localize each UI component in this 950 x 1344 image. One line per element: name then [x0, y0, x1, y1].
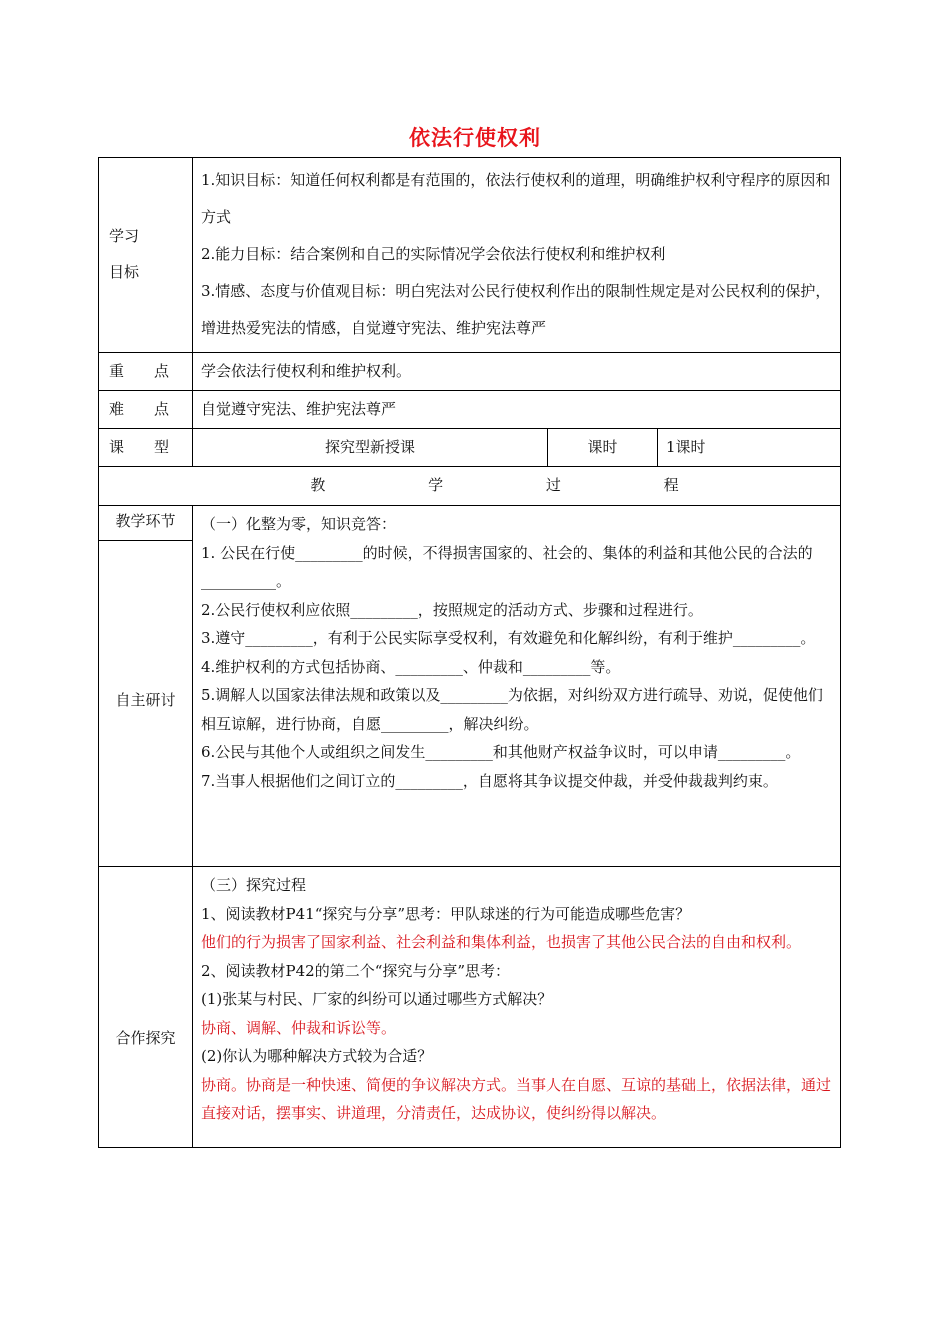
process-char-3: 过: [545, 476, 561, 494]
self-study-content: [193, 506, 841, 867]
teaching-process-row: [99, 467, 841, 506]
cooperation-content: [193, 867, 841, 1148]
cooperation-label: 合作探究: [115, 1029, 176, 1047]
self-study-row: [99, 506, 841, 867]
question-2-1: (1)张某与村民、厂家的纠纷可以通过哪些方式解决？: [201, 990, 553, 1008]
difficulty-label: 难 点: [109, 400, 170, 418]
cooperation-row: [99, 867, 841, 1148]
question-2-2: (2)你认为哪种解决方式较为合适？: [201, 1047, 433, 1065]
key-point-label: 重 点: [109, 362, 170, 380]
goal-knowledge: 1.知识目标：知道任何权利都是有范围的，依法行使权利的道理，明确维护权利守程序的原因和方式: [201, 171, 831, 226]
self-study-label: 自主研讨: [115, 691, 176, 709]
quiz-item-3: 3.遵守_________，有利于公民实际享受权利，有效避免和化解纠纷，有利于维护_________。: [201, 629, 816, 647]
stage-label: 教学环节: [99, 506, 192, 541]
quiz-item-2: 2.公民行使权利应依照_________，按照规定的活动方式、步骤和过程进行。: [201, 600, 703, 619]
lesson-type-value: 探究型新授课: [324, 438, 415, 456]
goal-attitude: 3.情感、态度与价值观目标：明白宪法对公民行使权利作出的限制性规定是对公民权利的保护，增进热爱宪法的情感，自觉遵守宪法、维护宪法尊严: [201, 282, 831, 337]
self-study-label-cell: [99, 506, 193, 867]
lesson-type-label: 课 型: [109, 438, 170, 456]
learning-goals-label-1: 学习: [109, 227, 140, 245]
answer-2-1: 协商、调解、仲裁和诉讼等。: [201, 1018, 397, 1037]
quiz-item-1: 1. 公民在行使_________的时候，不得损害国家的、社会的、集体的利益和其他公民的合法的__________。: [201, 543, 813, 590]
difficulty-text: 自觉遵守宪法、维护宪法尊严: [201, 400, 397, 418]
lesson-plan-table: [98, 157, 841, 1148]
teaching-process-heading: [99, 467, 840, 499]
question-1: 1、阅读教材P41“探究与分享”思考：甲队球迷的行为可能造成哪些危害？: [201, 904, 691, 923]
learning-goals-label-2: 目标: [109, 263, 140, 281]
answer-1: 他们的行为损害了国家利益、社会利益和集体利益，也损害了其他公民合法的自由和权利。: [201, 933, 802, 951]
quiz-item-7: 7.当事人根据他们之间订立的_________，自愿将其争议提交仲裁，并受仲裁裁判约束。: [201, 771, 778, 790]
key-point-text: 学会依法行使权利和维护权利。: [201, 362, 412, 380]
process-char-2: 学: [428, 476, 444, 494]
answer-2-2: 协商。协商是一种快速、简便的争议解决方式。当事人在自愿、互谅的基础上，依据法律，通过直接对话，摆事实、讲道理，分清责任，达成协议，使纠纷得以解决。: [201, 1075, 832, 1122]
process-char-1: 教: [310, 476, 326, 494]
key-point-row: [99, 353, 841, 391]
lesson-type-row: [99, 429, 841, 467]
difficulty-row: [99, 391, 841, 429]
quiz-item-6: 6.公民与其他个人或组织之间发生_________和其他财产权益争议时，可以申请_________。: [201, 743, 801, 761]
cooperation-label-cell: [99, 867, 193, 1148]
lesson-hours-label: 课时: [587, 438, 618, 456]
question-2: 2、阅读教材P42的第二个“探究与分享”思考：: [201, 961, 511, 980]
quiz-item-5: 5.调解人以国家法律法规和政策以及_________为依据，对纠纷双方进行疏导、劝说，促使他们相互谅解，进行协商，自愿_________，解决纠纷。: [201, 686, 823, 733]
learning-goals-content: [193, 158, 841, 353]
process-char-4: 程: [663, 476, 679, 494]
lesson-hours-value: 1课时: [666, 438, 706, 456]
quiz-item-4: 4.维护权利的方式包括协商、_________、仲裁和_________等。: [201, 657, 621, 676]
learning-goals-label-cell: [99, 158, 193, 353]
learning-goals-row: [99, 158, 841, 353]
goal-ability: 2.能力目标：结合案例和自己的实际情况学会依法行使权利和维护权利: [201, 245, 666, 263]
document-title: 依法行使权利: [409, 126, 541, 150]
cooperation-heading: （三）探究过程: [201, 876, 307, 894]
self-study-heading: （一）化整为零，知识竞答：: [201, 515, 397, 533]
